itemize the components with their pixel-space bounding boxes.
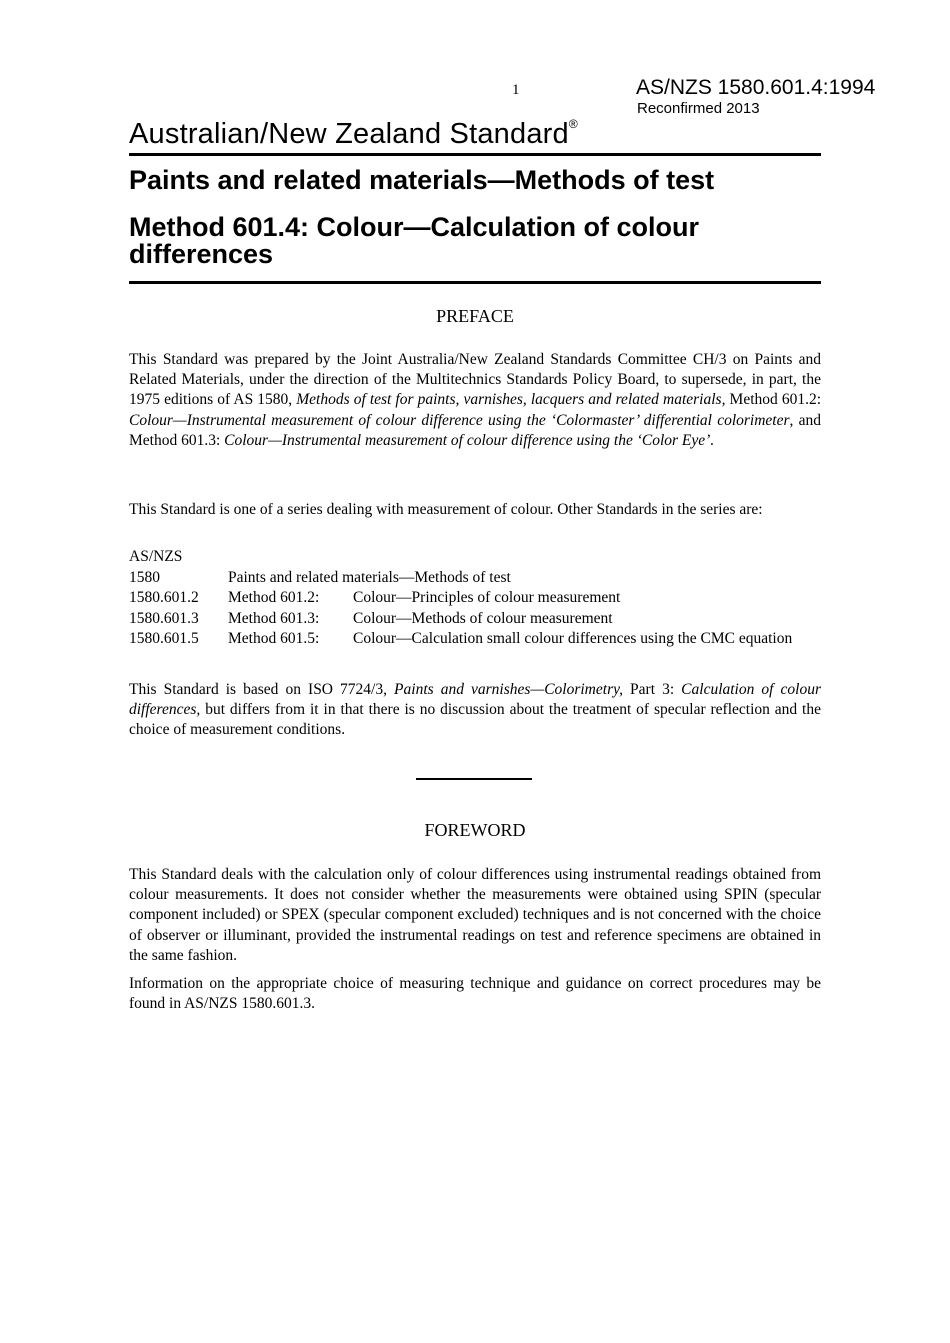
title-rule-top: [129, 153, 821, 156]
method-title: Method 601.4: Colour—Calculation of colour differences: [129, 212, 700, 269]
p3-text-b: Paints and varnishes—Colorimetry,: [394, 681, 623, 698]
preface-heading: PREFACE: [436, 306, 514, 326]
p1-text-b: Methods of test for paints, varnishes, lacquers and related materials,: [296, 391, 726, 409]
reconfirmed-note: Reconfirmed 2013: [637, 100, 760, 117]
series-method: Method 601.5:: [228, 630, 320, 648]
registered-mark: ®: [568, 117, 578, 132]
p1-text-d: Colour—Instrumental measurement of colour difference using the ‘Colormaster’ differential colorimeter: [129, 411, 790, 429]
series-method: Method 601.3:: [228, 609, 320, 627]
list-item: [129, 609, 821, 630]
foreword-paragraph-2: Information on the appropriate choice of measuring technique and guidance on correct procedures may be found in AS/NZS 1580.601.3.: [129, 975, 821, 1013]
list-item: [129, 568, 821, 589]
p1-text-f: Colour—Instrumental measurement of colour difference using the ‘Color Eye’.: [224, 431, 715, 449]
section-divider: [416, 778, 532, 780]
series-title: Colour—Calculation small colour differences using the CMC equation: [353, 630, 793, 648]
series-number: 1580.601.5: [129, 630, 199, 648]
p3-text-a: This Standard is based on ISO 7724/3,: [129, 681, 395, 698]
series-method: Method 601.2:: [228, 589, 320, 607]
series-title-text: Australian/New Zealand Standard: [129, 118, 569, 150]
list-item: [129, 629, 821, 670]
series-title: Colour—Methods of colour measurement: [353, 609, 613, 627]
p1-text-e: , and Method 601.3:: [129, 411, 821, 449]
series-number: 1580.601.3: [129, 609, 199, 627]
foreword-paragraph-1: This Standard deals with the calculation only of colour differences using instrumental readings obtained from colour measurements. It does not consider whether the measurements were obtained using SPIN (specular component included) or SPEX (specular component excluded) techniques and is not concerned with the choice of observer or illuminant, provided the instrumental readings on test and reference specimens are obtained in the same fashion.: [129, 866, 821, 964]
series-label: AS/NZS: [129, 548, 183, 565]
title-rule-bottom: [129, 281, 821, 284]
series-method: Paints and related materials—Methods of test: [228, 568, 511, 586]
series-number: 1580: [129, 568, 160, 586]
p3-text-d: Calculation of colour differences,: [129, 681, 821, 719]
p1-text-c: Method 601.2:: [725, 391, 822, 409]
series-number: 1580.601.2: [129, 589, 199, 607]
series-list-label: [129, 547, 821, 568]
preface-paragraph-2: This Standard is one of a series dealing with measurement of colour. Other Standards in the series are:: [129, 501, 763, 518]
series-list: [129, 547, 821, 671]
p3-text-e: but differs from it in that there is no discussion about the treatment of specular reflection and the choice of measurement conditions.: [129, 701, 821, 739]
list-item: [129, 588, 821, 609]
foreword-heading: FOREWORD: [424, 820, 526, 840]
preface-paragraph-3: [129, 680, 821, 741]
preface-paragraph-1: [129, 350, 821, 451]
document-title: Paints and related materials—Methods of test: [129, 165, 715, 195]
p1-text-a: This Standard was prepared by the Joint Australia/New Zealand Standards Committee CH/3 on Paints and Related Materials, under the direction of the Multitechnics Standards Policy Board, to supersede, in part, the 1975 editions of AS 1580,: [129, 351, 821, 409]
series-title: Colour—Principles of colour measurement: [353, 589, 621, 607]
page-number: 1: [512, 82, 520, 98]
p3-text-c: Part 3:: [623, 681, 682, 698]
standard-series-title: [129, 118, 578, 151]
document-code: AS/NZS 1580.601.4:1994: [636, 76, 876, 99]
